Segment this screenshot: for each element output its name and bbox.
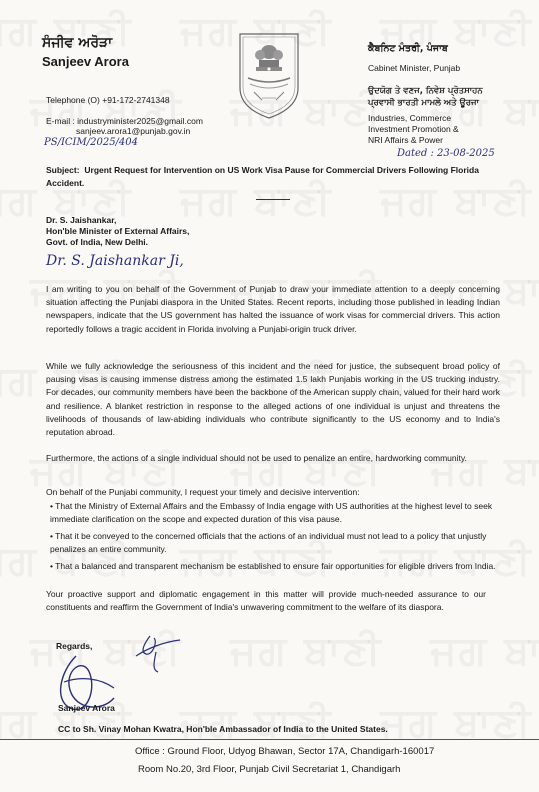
watermark-text — [230, 628, 382, 674]
telephone-number: Telephone (O) +91-172-2741348 — [46, 95, 170, 105]
body-paragraph: I am writing to you on behalf of the Government of Punjab to draw your immediate attention to a deeply concerning situation affecting the Punjabi diaspora in the United States. Recent reports, including those published in leading Indian newspapers, indicate that the US government has halted the issuance of work visas for commercial drivers. This action reportedly follows a tragic accident in Florida involving a Punjabi-origin truck driver. — [46, 284, 500, 334]
designation-english: Cabinet Minister, Punjab — [368, 63, 461, 73]
cc-line: CC to Sh. Vinay Mohan Kwatra, Hon'ble Ambassador of India to the United States. — [58, 724, 388, 734]
email-primary: E-mail : industryminister2025@gmail.com — [46, 116, 203, 126]
subject-text: Urgent Request for Intervention on US Work Visa Pause for Commercial Drivers Following Florida Accident. — [46, 165, 479, 188]
reference-number: PS/ICIM/2025/404 — [44, 137, 139, 148]
request-bullet: • That a balanced and transparent mechanism be established to ensure fair opportunities for eligible drivers from India. — [50, 561, 496, 571]
minister-name-punjabi: ਸੰਜੀਵ ਅਰੋੜਾ — [42, 35, 113, 51]
handwritten-salutation: Dr. S. Jaishankar Ji, — [46, 253, 184, 269]
minister-name-english: Sanjeev Arora — [42, 54, 129, 69]
body-paragraph: While we fully acknowledge the seriousness of this incident and the need for justice, the subsequent broad policy of pausing visas is causing immense distress among the estimated 1.5 lakh Punjabis working in the US trucking industry. For decades, our community members have been the backbone of the American supply chain, valued for their hard work and resilience. A blanket restriction in response to the alleged actions of one individual is unjust and threatens the livelihoods of thousands of law-abiding individuals who contribute significantly to the US economy and to India's reputation abroad. — [46, 361, 500, 438]
letter-date: Dated : 23-08-2025 — [397, 148, 495, 159]
portfolio-punjabi-line: ਉਦਯੋਗ ਤੇ ਵਣਜ, ਨਿਵੇਸ਼ ਪ੍ਰੋਤਸਾਹਨ — [368, 86, 483, 96]
email-secondary: sanjeev.arora1@punjab.gov.in — [76, 126, 191, 136]
body-paragraph: On behalf of the Punjabi community, I request your timely and decisive intervention: — [46, 487, 360, 497]
portfolio-english-line: NRI Affairs & Power — [368, 135, 443, 145]
body-paragraph: Your proactive support and diplomatic engagement in this matter will provide much-needed assurance to our constituents and reaffirm the Government of India's unwavering commitment to the welfare of its diaspora. — [46, 589, 486, 613]
subject-line — [46, 164, 516, 190]
addressee-name: Dr. S. Jaishankar, — [46, 215, 117, 225]
regards: Regards, — [56, 641, 93, 651]
addressee-title: Hon'ble Minister of External Affairs, — [46, 226, 190, 236]
footer-address-office: Office : Ground Floor, Udyog Bhawan, Sector 17A, Chandigarh-160017 — [135, 746, 435, 757]
request-bullet: • That it be conveyed to the concerned officials that the actions of an individual must not lead to a policy that unjustly penalizes an entire community. — [50, 531, 487, 555]
body-paragraph: Furthermore, the actions of a single individual should not be used to penalize an entire, hardworking community. — [46, 453, 467, 463]
portfolio-english-line: Investment Promotion & — [368, 124, 459, 134]
signer-name: Sanjeev Arora — [58, 703, 115, 713]
addressee-block — [46, 215, 189, 248]
portfolio-punjabi-line: ਪ੍ਰਵਾਸੀ ਭਾਰਤੀ ਮਾਮਲੇ ਅਤੇ ਊਰਜਾ — [368, 98, 479, 108]
designation-punjabi: ਕੈਬਨਿਟ ਮੰਤਰੀ, ਪੰਜਾਬ — [368, 43, 448, 54]
subject-label: Subject: — [46, 165, 80, 175]
portfolio-english — [368, 113, 459, 146]
portfolio-punjabi — [368, 85, 483, 109]
watermark-text — [430, 628, 539, 674]
state-emblem-icon — [232, 28, 306, 122]
addressee-location: Govt. of India, New Delhi. — [46, 237, 149, 247]
footer-address-room: Room No.20, 3rd Floor, Punjab Civil Secretariat 1, Chandigarh — [138, 764, 401, 775]
portfolio-english-line: Industries, Commerce — [368, 113, 452, 123]
footer-divider — [0, 739, 539, 740]
request-bullet: • That the Ministry of External Affairs and the Embassy of India engage with US authorities at the highest level to seek immediate clarification on the scope and expected duration of this visa pause. — [50, 501, 493, 525]
divider — [256, 199, 290, 200]
